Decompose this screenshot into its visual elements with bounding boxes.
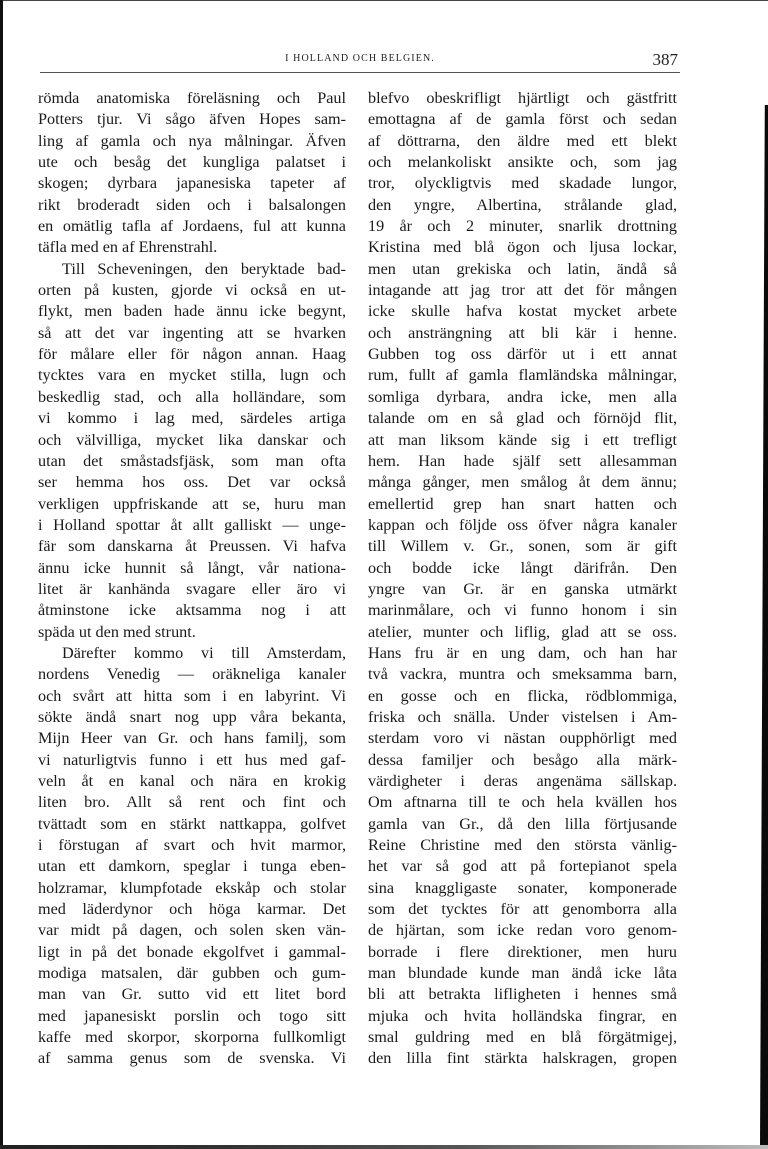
scan-border-bottom bbox=[0, 1145, 768, 1149]
text-line: Mijn Heer van Gr. och hans familj, som bbox=[38, 729, 346, 748]
text-line: vi naturligtvis funno i ett hus med gaf- bbox=[38, 750, 346, 769]
text-line: som det tycktes för att genomborra alla bbox=[368, 900, 677, 919]
text-line: många gånger, men smålog åt dem ännu; bbox=[368, 473, 677, 492]
text-line: friska och snälla. Under vistelsen i Am- bbox=[368, 707, 677, 726]
text-line: ligt in på det bonade ekgolfvet i gammal- bbox=[38, 942, 346, 961]
running-head bbox=[40, 50, 680, 72]
text-line: ute och besåg det kungliga palatset i bbox=[38, 153, 346, 172]
text-line: römda anatomiska föreläsning och Paul bbox=[38, 89, 346, 107]
text-line: bli att betrakta lifligheten i hennes små bbox=[368, 985, 677, 1004]
text-line: somliga dyrbara, andra icke, men alla bbox=[368, 387, 677, 406]
scan-border-right bbox=[760, 105, 768, 1149]
text-line: 19 år och 2 minuter, snarlik drottning bbox=[368, 217, 677, 236]
text-line: sterdam voro vi nästan oupphörligt med bbox=[368, 729, 677, 748]
text-line: Därefter kommo vi till Amsterdam, bbox=[62, 643, 346, 662]
text-line: ser hemma hos oss. Det var också bbox=[38, 473, 346, 492]
scan-border-top bbox=[0, 0, 768, 1]
text-line: borrade i flere direktioner, men huru bbox=[368, 942, 677, 961]
text-line: af samma genus som de svenska. Vi bbox=[38, 1049, 346, 1068]
text-line: tvättadt som en stärkt nattkappa, golfvet bbox=[38, 814, 346, 833]
text-line: med japanesiskt porslin och togo sitt bbox=[38, 1006, 346, 1025]
text-line: utan det småstadsfjäsk, som man ofta bbox=[38, 451, 346, 470]
text-line: het var så god att på fortepianot spela bbox=[368, 857, 677, 876]
text-line: tycktes vara en mycket stilla, lugn och bbox=[38, 366, 346, 385]
text-line: så att det var ingenting att se hvarken bbox=[38, 323, 346, 342]
text-line: dessa familjer och besågo alla märk- bbox=[368, 750, 677, 769]
text-line: två vackra, muntra och smeksamma barn, bbox=[368, 665, 677, 684]
text-line: utan ett damkorn, speglar i tunga eben- bbox=[38, 857, 346, 876]
text-line: och svårt att hitta som i en labyrint. Vi bbox=[38, 686, 346, 705]
text-line: beskedlig stad, och alla holländare, som bbox=[38, 387, 346, 406]
text-line: Kristina med blå ögon och ljusa lockar, bbox=[368, 238, 677, 257]
text-line: tror, olyckligtvis med skadade lungor, bbox=[368, 174, 677, 193]
text-line: och bodde icke långt därifrån. Den bbox=[368, 558, 677, 577]
text-line: värdigheter i deras angenäma sällskap. bbox=[368, 772, 677, 790]
text-line: rum, fullt af gamla flamländska målningar, bbox=[368, 366, 677, 385]
text-line: i förstugan af svart och hvit marmor, bbox=[38, 836, 346, 855]
text-line: atelier, munter och liflig, glad att se oss. bbox=[368, 622, 677, 641]
text-line: emellertid grep han snart hatten och bbox=[368, 494, 677, 513]
text-line: och ansträngning att bli kär i henne. bbox=[368, 323, 677, 342]
text-line: mjuka och hvita holländska fingrar, en bbox=[368, 1006, 677, 1025]
text-line: åtminstone icke aktsamma nog i att bbox=[38, 601, 346, 620]
text-line: nordens Venedig — oräkneliga kanaler bbox=[38, 665, 346, 684]
text-line: ännu icke hunnit så långt, vår nationa- bbox=[38, 558, 346, 577]
text-line: en gosse och en flicka, rödblommiga, bbox=[368, 686, 677, 705]
text-line: vi kommo i lag med, särdeles artiga bbox=[38, 409, 346, 428]
text-line: sina knaggligaste sonater, komponerade bbox=[368, 878, 677, 897]
text-line: icke skulle hafva kostat mycket arbete bbox=[368, 302, 677, 321]
text-line: i Holland spottar åt allt galliskt — unge- bbox=[38, 515, 346, 534]
text-line: intagande att jag tror att det för mången bbox=[368, 281, 677, 300]
text-line: ling af gamla och nya målningar. Äfven bbox=[38, 131, 346, 150]
text-line: täfla med en af Ehrenstrahl. bbox=[38, 238, 218, 257]
text-line: Potters tjur. Vi sågo äfven Hopes sam- bbox=[38, 110, 346, 129]
text-line: med läderdynor och höga karmar. Det bbox=[38, 900, 346, 919]
text-line: för målare eller för någon annan. Haag bbox=[38, 345, 346, 364]
text-line: flykt, men baden hade ännu icke begynt, bbox=[38, 302, 346, 321]
text-line: fär som danskarna åt Preussen. Vi hafva bbox=[38, 537, 346, 556]
text-line: af döttrarna, den äldre med ett blekt bbox=[368, 131, 677, 150]
text-line: och välvilliga, mycket lika danskar och bbox=[38, 430, 346, 449]
running-title: I HOLLAND OCH BELGIEN. bbox=[285, 53, 435, 64]
text-line: verkligen uppfriskande att se, huru man bbox=[38, 494, 346, 513]
text-line: sökte ändå snart nog upp våra bekanta, bbox=[38, 707, 346, 726]
text-line: modiga matsalen, där gubben och gum- bbox=[38, 964, 346, 983]
text-line: orten på kusten, gjorde vi också en ut- bbox=[38, 281, 346, 300]
text-line: blefvo obeskrifligt hjärtligt och gästfritt bbox=[368, 89, 677, 107]
text-line: och melankoliskt ansikte och, som jag bbox=[368, 153, 677, 172]
text-line: talande om en så glad och förnöjd flit, bbox=[368, 409, 677, 428]
text-line: emottagna af de gamla först och sedan bbox=[368, 110, 677, 129]
text-line: en omätlig tafla af Jordaens, ful att kunna bbox=[38, 217, 346, 236]
text-column-left bbox=[38, 88, 346, 1070]
text-line: Om aftnarna till te och hela kvällen hos bbox=[368, 793, 677, 812]
text-line: var midt på dagen, och solen sken vän- bbox=[38, 921, 346, 940]
text-line: man blundade kunde man ändå icke låta bbox=[368, 964, 677, 983]
text-line: smal guldring med en blå förgätmigej, bbox=[368, 1028, 677, 1047]
header-rule bbox=[40, 72, 680, 73]
text-line: holzramar, klumpfotade ekskåp och stolar bbox=[38, 878, 346, 897]
text-line: rikt broderadt siden och i balsalongen bbox=[38, 195, 346, 214]
text-line: späda ut den med strunt. bbox=[38, 622, 196, 641]
text-column-right bbox=[368, 88, 677, 1070]
text-line: Gubben tog oss därför ut i ett annat bbox=[368, 345, 677, 364]
text-line: kappan och följde oss öfver några kanaler bbox=[368, 515, 677, 534]
page-number: 387 bbox=[652, 50, 678, 69]
text-line: men utan grekiska och latin, ändå så bbox=[368, 259, 677, 278]
text-line: yngre van Gr. är en ganska utmärkt bbox=[368, 579, 677, 598]
text-line: den lilla fint stärkta halskragen, gropen bbox=[368, 1049, 677, 1068]
text-line: liten bro. Allt så rent och fint och bbox=[38, 793, 346, 812]
text-line: Till Scheveningen, den beryktade bad- bbox=[62, 259, 346, 278]
text-line: Reine Christine med den största vänlig- bbox=[368, 836, 677, 855]
text-line: marinmålare, och vi funno honom i sin bbox=[368, 601, 677, 620]
text-line: litet är kanhända svagare eller äro vi bbox=[38, 579, 346, 598]
text-line: Hans fru är en ung dam, och han har bbox=[368, 643, 677, 662]
text-line: skogen; dyrbara japanesiska tapeter af bbox=[38, 174, 346, 193]
text-line: kaffe med skorpor, skorporna fullkomligt bbox=[38, 1028, 346, 1047]
text-line: den yngre, Albertina, strålande glad, bbox=[368, 195, 677, 214]
scan-border-left bbox=[0, 0, 3, 1149]
text-line: de hjärtan, som icke redan voro genom- bbox=[368, 921, 677, 940]
text-line: gamla van Gr., då den lilla förtjusande bbox=[368, 814, 677, 833]
text-line: till Willem v. Gr., sonen, som är gift bbox=[368, 537, 677, 556]
text-line: hem. Han hade själf sett allesamman bbox=[368, 451, 677, 470]
text-line: man van Gr. sutto vid ett litet bord bbox=[38, 985, 346, 1004]
text-line: att man liksom kände sig i ett trefligt bbox=[368, 430, 677, 449]
text-line: veln åt en kanal och nära en krokig bbox=[38, 772, 346, 790]
